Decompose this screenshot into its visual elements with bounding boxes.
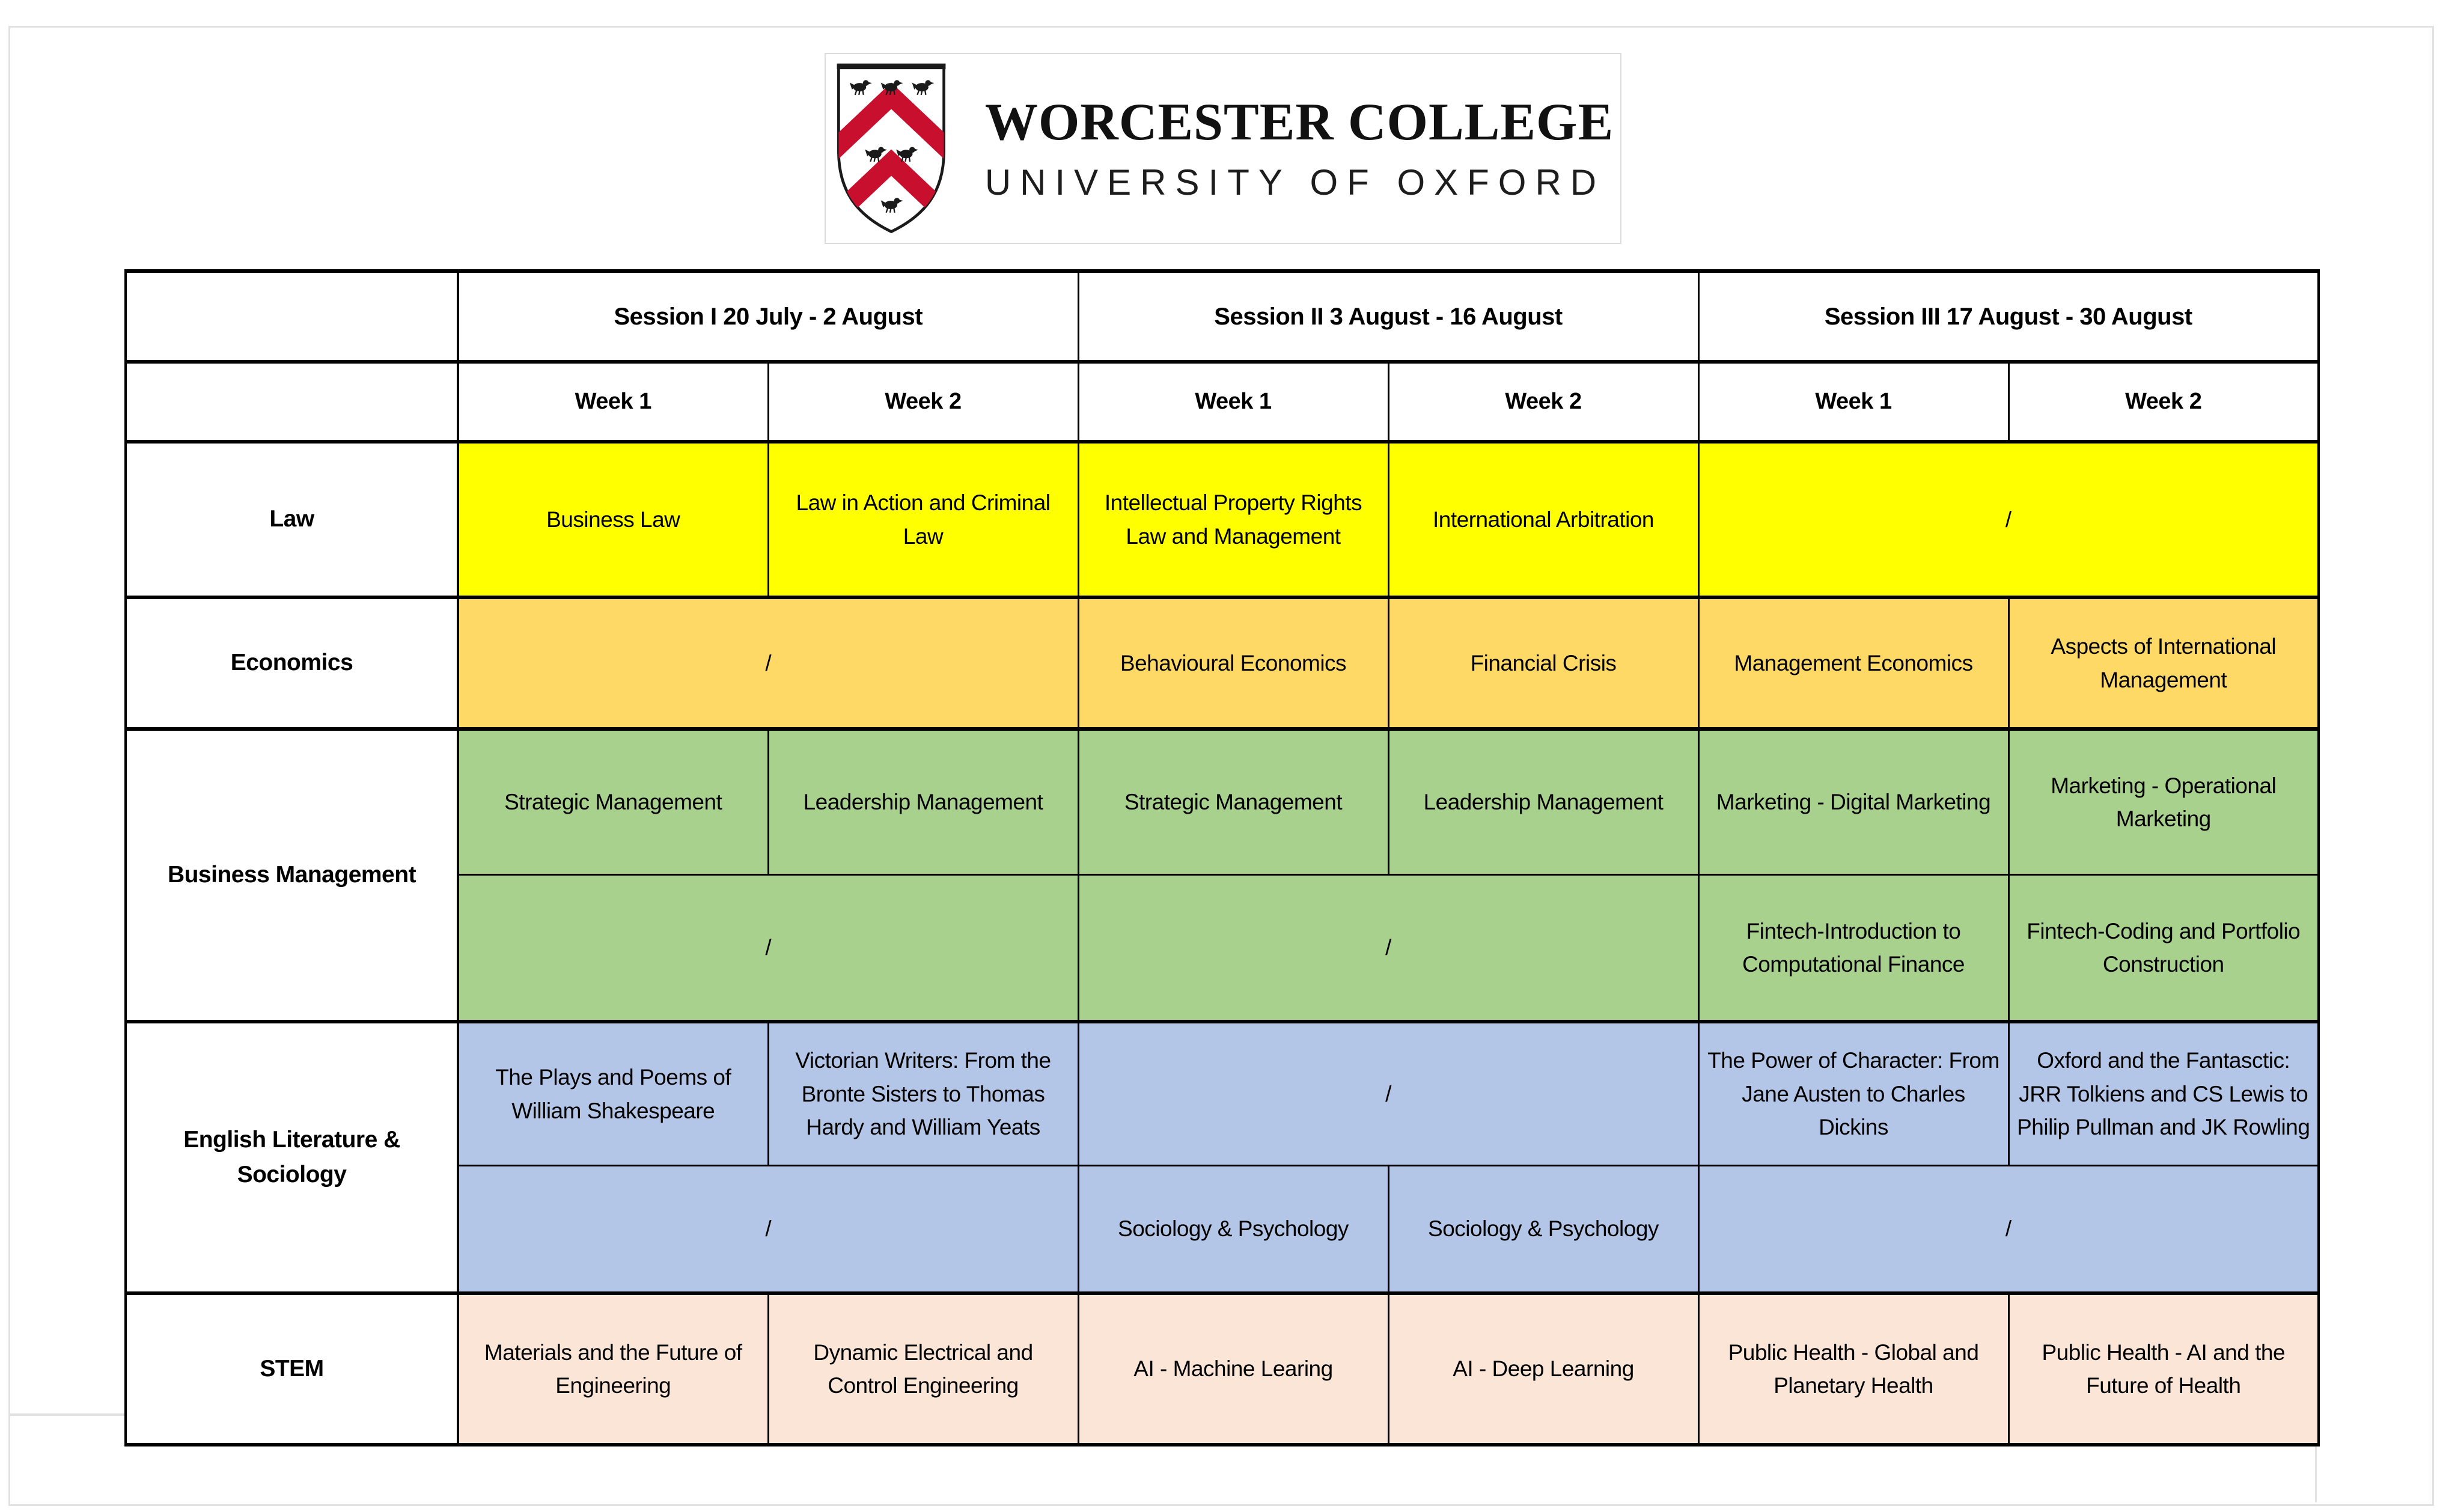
literature-s3w2: Oxford and the Fantasctic: JRR Tolkiens and CS Lewis to Philip Pullman and JK Rowling (2008, 1022, 2319, 1166)
session-1-header: Session I 20 July - 2 August (458, 271, 1078, 362)
law-s3-merged: / (1698, 442, 2319, 597)
week-header-s1w2: Week 2 (768, 362, 1078, 442)
literature-row2-s1-merged: / (458, 1166, 1078, 1294)
economics-s3w2: Aspects of International Management (2008, 597, 2319, 729)
week-header-s3w2: Week 2 (2008, 362, 2319, 442)
stem-s3w2: Public Health - AI and the Future of Health (2008, 1293, 2319, 1445)
literature-s3w1: The Power of Character: From Jane Austen to Charles Dickins (1698, 1022, 2008, 1166)
business-s1w2: Leadership Management (768, 729, 1078, 875)
week-header-s2w1: Week 1 (1078, 362, 1388, 442)
literature-s2-merged: / (1078, 1022, 1698, 1166)
business-row2-s3w2: Fintech-Coding and Portfolio Construction (2008, 875, 2319, 1022)
corner-cell-2 (126, 362, 458, 442)
stem-s2w2: AI - Deep Learning (1388, 1293, 1698, 1445)
logo (825, 53, 1621, 244)
law-s2w2: International Arbitration (1388, 442, 1698, 597)
stem-s3w1: Public Health - Global and Planetary Health (1698, 1293, 2008, 1445)
business-row2-s3w1: Fintech-Introduction to Computational Finance (1698, 875, 2008, 1022)
law-s1w1: Business Law (458, 442, 768, 597)
row-label-stem: STEM (126, 1293, 458, 1445)
literature-row2-s2w1: Sociology & Psychology (1078, 1166, 1388, 1294)
college-crest-icon (832, 61, 950, 236)
literature-s1w2: Victorian Writers: From the Bronte Sisters to Thomas Hardy and William Yeats (768, 1022, 1078, 1166)
session-2-header: Session II 3 August - 16 August (1078, 271, 1698, 362)
row-label-law: Law (126, 442, 458, 597)
economics-s1-merged: / (458, 597, 1078, 729)
row-label-business-management: Business Management (126, 729, 458, 1022)
week-header-s1w1: Week 1 (458, 362, 768, 442)
law-s1w2: Law in Action and Criminal Law (768, 442, 1078, 597)
week-header-s2w2: Week 2 (1388, 362, 1698, 442)
business-row2-s2-merged: / (1078, 875, 1698, 1022)
literature-row2-s3-merged: / (1698, 1166, 2319, 1294)
business-s2w1: Strategic Management (1078, 729, 1388, 875)
college-name: WORCESTER COLLEGE (984, 93, 1614, 151)
course-timetable (124, 269, 2320, 1446)
business-s2w2: Leadership Management (1388, 729, 1698, 875)
week-header-s3w1: Week 1 (1698, 362, 2008, 442)
economics-s2w2: Financial Crisis (1388, 597, 1698, 729)
corner-cell (126, 271, 458, 362)
business-row2-s1-merged: / (458, 875, 1078, 1022)
economics-s2w1: Behavioural Economics (1078, 597, 1388, 729)
literature-s1w1: The Plays and Poems of William Shakespeare (458, 1022, 768, 1166)
university-name: UNIVERSITY OF OXFORD (984, 162, 1606, 203)
law-s2w1: Intellectual Property Rights Law and Management (1078, 442, 1388, 597)
stem-s1w1: Materials and the Future of Engineering (458, 1293, 768, 1445)
row-label-english-literature-sociology: English Literature & Sociology (126, 1022, 458, 1293)
business-s3w2: Marketing - Operational Marketing (2008, 729, 2319, 875)
literature-row2-s2w2: Sociology & Psychology (1388, 1166, 1698, 1294)
economics-s3w1: Management Economics (1698, 597, 2008, 729)
business-s3w1: Marketing - Digital Marketing (1698, 729, 2008, 875)
logo-text (984, 93, 1614, 203)
session-3-header: Session III 17 August - 30 August (1698, 271, 2319, 362)
gridline-artifact-left (8, 1413, 124, 1416)
stem-s2w1: AI - Machine Learing (1078, 1293, 1388, 1445)
row-label-economics: Economics (126, 597, 458, 729)
stem-s1w2: Dynamic Electrical and Control Engineering (768, 1293, 1078, 1445)
business-s1w1: Strategic Management (458, 729, 768, 875)
